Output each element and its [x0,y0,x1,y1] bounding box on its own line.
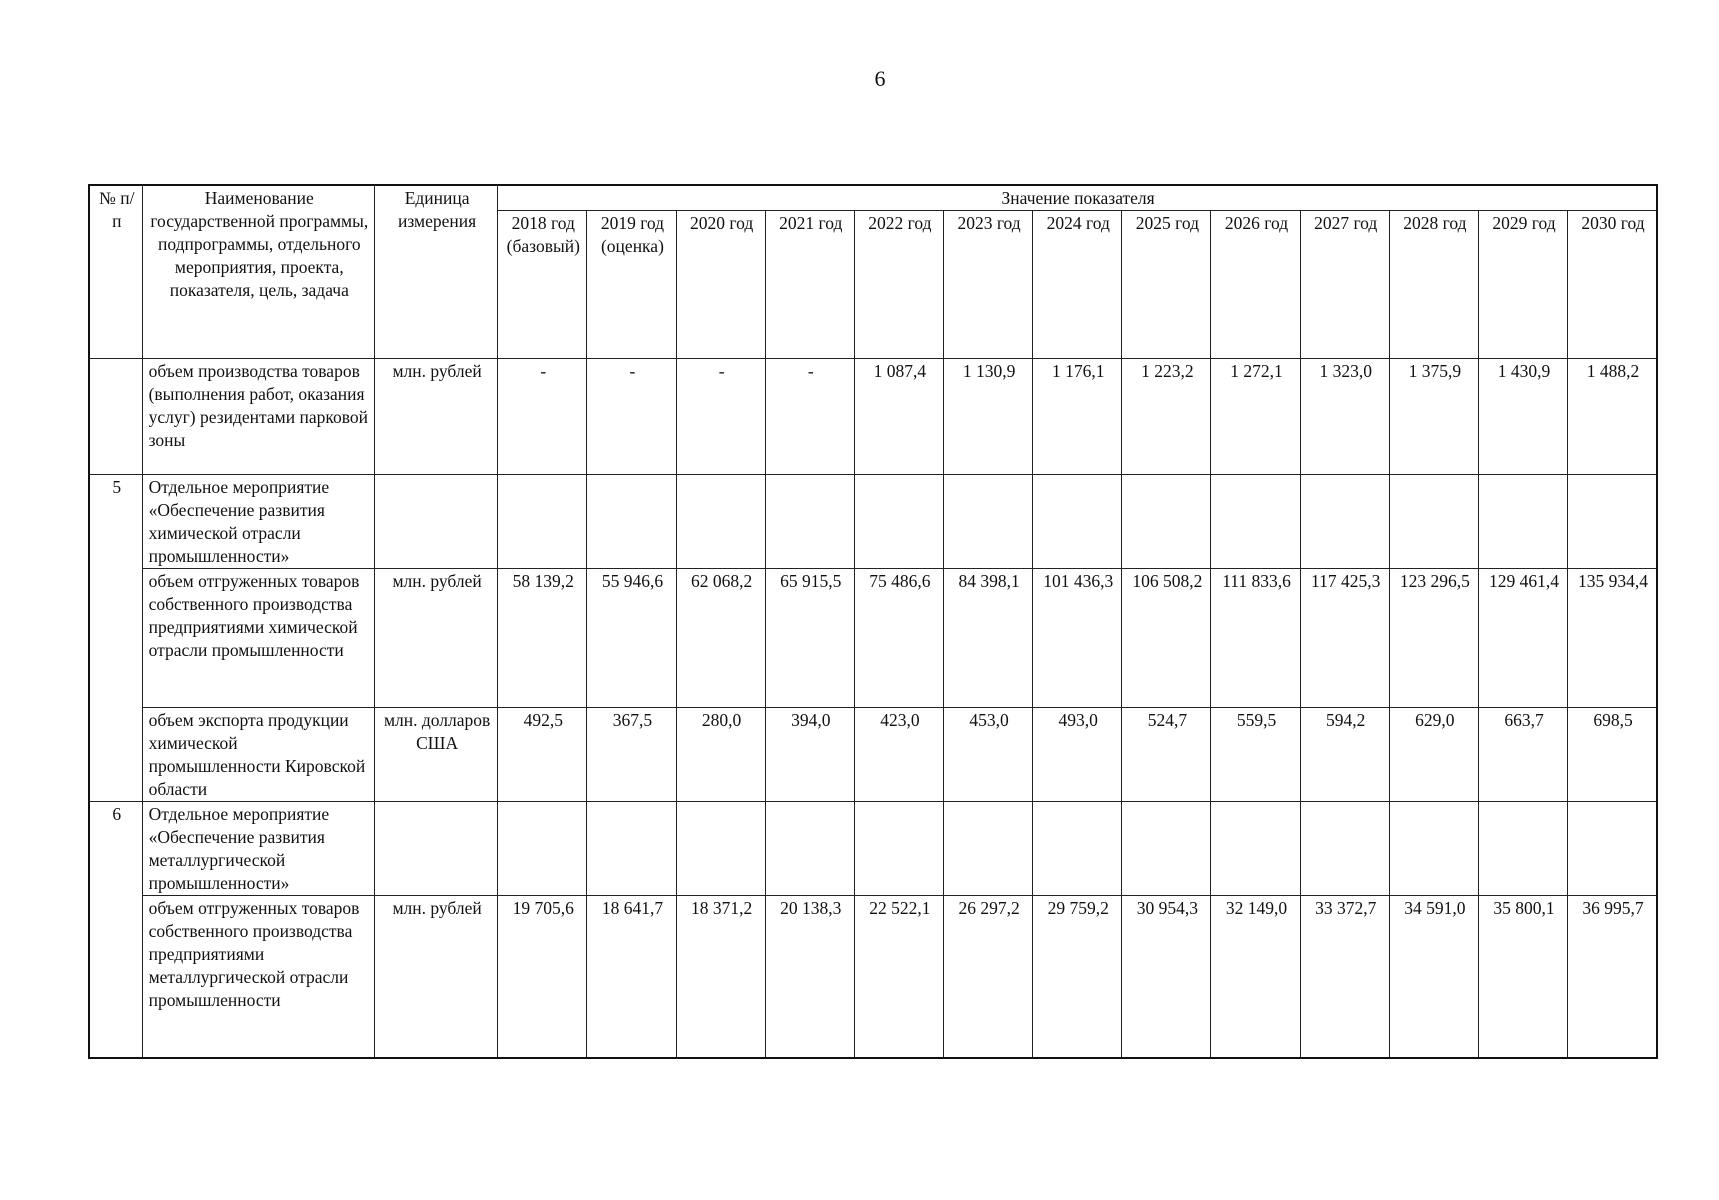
table-row [89,802,1657,896]
row-value: 453,0 [944,708,1033,802]
row-value: 1 087,4 [854,359,943,475]
row-value: 1 323,0 [1300,359,1389,475]
row-value: 559,5 [1211,708,1300,802]
indicator-table [88,184,1658,1059]
header-unit: Единица измерения [375,185,498,359]
row-value: 423,0 [854,708,943,802]
row-value: 367,5 [587,708,676,802]
row-value [1478,802,1567,896]
row-unit [375,475,498,569]
row-value [1300,475,1389,569]
header-year: 2029 год [1478,211,1567,359]
table-row [89,359,1657,475]
row-value: 1 176,1 [1033,359,1122,475]
row-value [1211,802,1300,896]
row-value [587,475,676,569]
row-value: 280,0 [676,708,765,802]
row-value: 33 372,7 [1300,896,1389,1058]
header-year: 2019 год (оценка) [587,211,676,359]
row-value: 698,5 [1568,708,1657,802]
row-value: 26 297,2 [944,896,1033,1058]
row-num: 6 [89,802,142,1058]
row-value [1568,475,1657,569]
header-year: 2023 год [944,211,1033,359]
header-year: 2030 год [1568,211,1657,359]
header-num: № п/п [89,185,142,359]
row-value [1389,475,1478,569]
row-value: 18 641,7 [587,896,676,1058]
row-value: - [587,359,676,475]
row-name: объем отгруженных товаров собственного производства предприятиями химической отрасли промышленности [142,569,374,708]
row-value [1122,802,1211,896]
header-name: Наименование государственной программы, подпрограммы, отдельного мероприятия, проекта, показателя, цель, задача [142,185,374,359]
row-unit [375,802,498,896]
row-value: 524,7 [1122,708,1211,802]
row-value: 106 508,2 [1122,569,1211,708]
header-year: 2025 год [1122,211,1211,359]
row-value: 1 488,2 [1568,359,1657,475]
row-value [498,802,587,896]
row-name: объем экспорта продукции химической промышленности Кировской области [142,708,374,802]
table-row [89,475,1657,569]
row-value [765,802,854,896]
row-name: объем отгруженных товаров собственного производства предприятиями металлургической отрасли промышленности [142,896,374,1058]
row-value [1568,802,1657,896]
header-year: 2024 год [1033,211,1122,359]
row-value: 1 430,9 [1478,359,1567,475]
row-unit: млн. рублей [375,359,498,475]
row-value: 65 915,5 [765,569,854,708]
row-value [587,802,676,896]
row-num [89,359,142,475]
row-unit: млн. рублей [375,896,498,1058]
row-value: 1 375,9 [1389,359,1478,475]
row-value: 1 130,9 [944,359,1033,475]
row-value [944,802,1033,896]
row-value: 58 139,2 [498,569,587,708]
table-row [89,896,1657,1058]
header-year: 2028 год [1389,211,1478,359]
row-value: 29 759,2 [1033,896,1122,1058]
row-value: - [765,359,854,475]
row-value [944,475,1033,569]
row-value [1122,475,1211,569]
row-name: объем производства товаров (выполнения работ, оказания услуг) резидентами парковой зоны [142,359,374,475]
row-value: 35 800,1 [1478,896,1567,1058]
page-number: 6 [874,66,886,91]
row-value [765,475,854,569]
row-value: - [498,359,587,475]
row-value [1033,475,1122,569]
row-value [1478,475,1567,569]
row-name: Отдельное мероприятие «Обеспечение развития химической отрасли промышленности» [142,475,374,569]
row-value [1033,802,1122,896]
row-value: 18 371,2 [676,896,765,1058]
row-value [1211,475,1300,569]
table-row [89,569,1657,708]
row-value: 32 149,0 [1211,896,1300,1058]
row-value [854,475,943,569]
header-year: 2026 год [1211,211,1300,359]
row-value: 394,0 [765,708,854,802]
row-value: - [676,359,765,475]
row-value: 492,5 [498,708,587,802]
row-value [676,802,765,896]
header-value-group: Значение показателя [498,185,1657,211]
header-year: 2020 год [676,211,765,359]
row-name: Отдельное мероприятие «Обеспечение развития металлургической промышленности» [142,802,374,896]
row-value: 117 425,3 [1300,569,1389,708]
row-value [1389,802,1478,896]
row-value: 30 954,3 [1122,896,1211,1058]
row-value: 135 934,4 [1568,569,1657,708]
row-value [498,475,587,569]
row-value: 55 946,6 [587,569,676,708]
row-value: 123 296,5 [1389,569,1478,708]
row-value: 594,2 [1300,708,1389,802]
row-value [854,802,943,896]
row-value: 663,7 [1478,708,1567,802]
row-value: 20 138,3 [765,896,854,1058]
row-unit: млн. рублей [375,569,498,708]
row-value: 111 833,6 [1211,569,1300,708]
row-value: 19 705,6 [498,896,587,1058]
header-year: 2018 год (базовый) [498,211,587,359]
header-year: 2027 год [1300,211,1389,359]
row-value: 22 522,1 [854,896,943,1058]
table-row [89,708,1657,802]
row-unit: млн. долларов США [375,708,498,802]
row-value [1300,802,1389,896]
row-value: 1 223,2 [1122,359,1211,475]
row-value: 62 068,2 [676,569,765,708]
row-value: 34 591,0 [1389,896,1478,1058]
header-year: 2021 год [765,211,854,359]
row-value: 1 272,1 [1211,359,1300,475]
row-value: 101 436,3 [1033,569,1122,708]
row-value: 129 461,4 [1478,569,1567,708]
row-value [676,475,765,569]
header-row-1 [89,185,1657,211]
row-num: 5 [89,475,142,802]
row-value: 36 995,7 [1568,896,1657,1058]
row-value: 84 398,1 [944,569,1033,708]
row-value: 629,0 [1389,708,1478,802]
row-value: 75 486,6 [854,569,943,708]
header-year: 2022 год [854,211,943,359]
row-value: 493,0 [1033,708,1122,802]
